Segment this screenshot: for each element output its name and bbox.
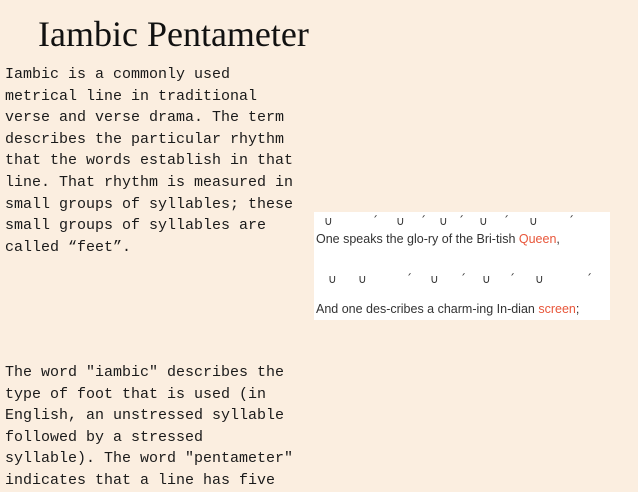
scansion-mark: ˊ xyxy=(568,214,574,228)
paragraph-iambic-pentameter-explanation: The word "iambic" describes the type of foot that is used (in English, an unstressed syllable followed by a stressed syllable). The word "pentameter" indicates that a line has five xyxy=(5,364,294,489)
scansion-mark: ˊ xyxy=(458,214,464,228)
scansion-mark: ∪ xyxy=(479,214,488,228)
paragraph-iambic-definition: Iambic is a commonly used metrical line in traditional verse and verse drama. The term describes the particular rhythm that the words establish in that line. That rhythm is measured in small groups of syllables; these small groups of syllables are called “feet”. xyxy=(5,66,294,256)
scansion-mark: ˊ xyxy=(460,272,466,286)
scansion-mark: ∪ xyxy=(439,214,448,228)
scansion-mark: ∪ xyxy=(396,214,405,228)
verse-line-2 xyxy=(316,302,579,316)
scansion-mark: ˊ xyxy=(586,272,592,286)
scansion-mark: ∪ xyxy=(430,272,439,286)
scansion-mark: ˊ xyxy=(372,214,378,228)
scansion-mark: ˊ xyxy=(509,272,515,286)
verse-line-1-text: One speaks the glo-ry of the Bri-tish xyxy=(316,232,519,246)
verse-line-2-rhyme-word: screen xyxy=(538,302,576,316)
scansion-mark: ∪ xyxy=(535,272,544,286)
verse-example-image xyxy=(314,212,610,320)
scansion-marks-line-2 xyxy=(322,272,602,286)
verse-line-1-rhyme-word: Queen xyxy=(518,232,557,246)
scansion-mark: ∪ xyxy=(529,214,538,228)
scansion-marks-line-1 xyxy=(322,214,602,228)
scansion-mark: ˊ xyxy=(420,214,426,228)
scansion-mark: ˊ xyxy=(503,214,509,228)
verse-line-2-text: And one des-cribes a charm-ing In-dian xyxy=(316,302,539,316)
scansion-mark: ∪ xyxy=(358,272,367,286)
verse-line-1 xyxy=(316,232,560,246)
slide-title: Iambic Pentameter xyxy=(38,14,309,54)
scansion-mark: ˊ xyxy=(406,272,412,286)
scansion-mark: ∪ xyxy=(324,214,333,228)
scansion-mark: ∪ xyxy=(328,272,337,286)
scansion-mark: ∪ xyxy=(482,272,491,286)
verse-line-1-punctuation: , xyxy=(556,232,560,246)
verse-line-2-punctuation: ; xyxy=(575,302,580,316)
